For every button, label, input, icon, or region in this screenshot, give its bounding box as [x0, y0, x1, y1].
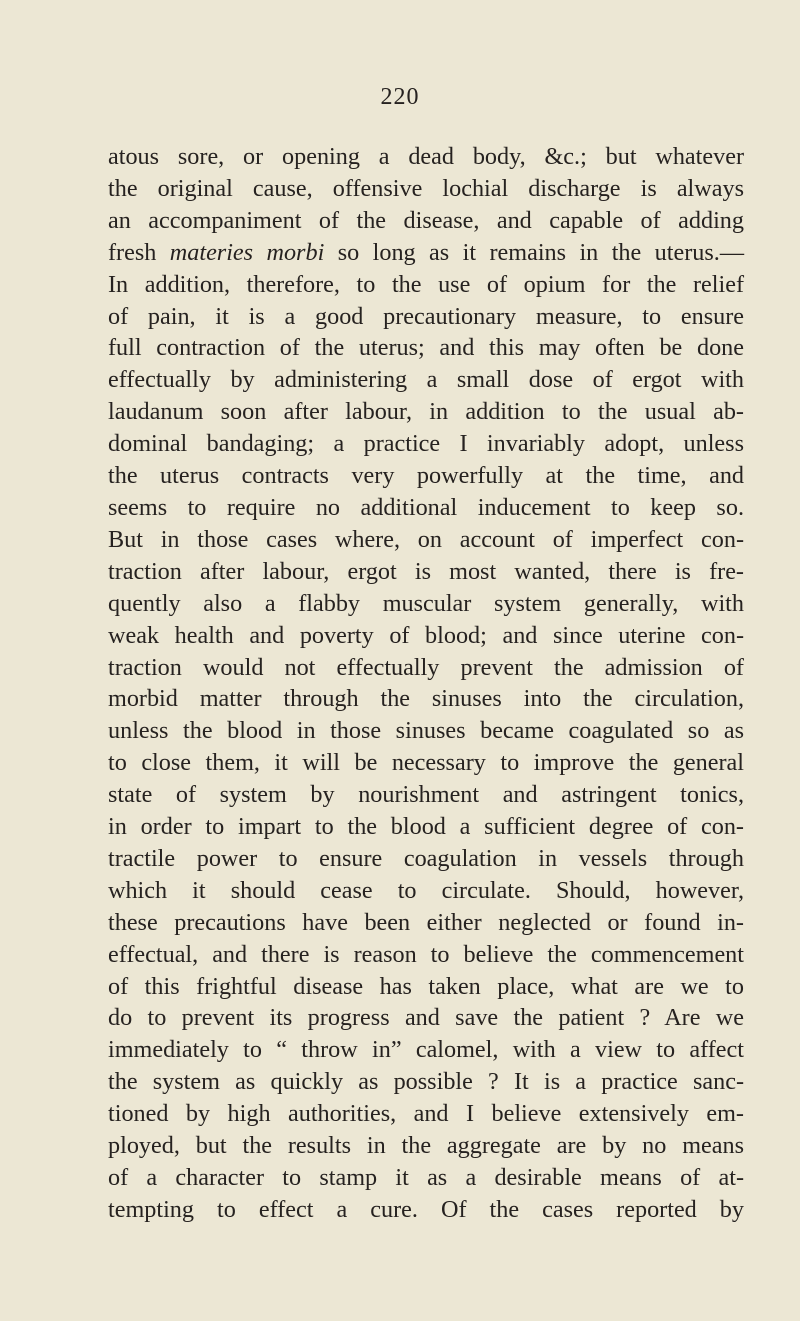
text-line: state of system by nourishment and astringent tonics, [108, 781, 744, 809]
text-line: quently also a flabby muscular system generally, with [108, 589, 744, 617]
body-text [108, 141, 744, 1226]
page-number: 220 [380, 84, 420, 110]
text-line: effectual, and there is reason to believe the commencement [108, 940, 744, 968]
text-line: of this frightful disease has taken place, what are we to [108, 972, 744, 1000]
text-line: which it should cease to circulate. Should, however, [108, 876, 744, 904]
text-line: morbid matter through the sinuses into the circulation, [108, 685, 744, 713]
text-line: of pain, it is a good precautionary measure, to ensure [108, 302, 744, 330]
text-line: In addition, therefore, to the use of opium for the relief [108, 270, 744, 298]
text-line: laudanum soon after labour, in addition to the usual ab- [108, 398, 744, 426]
text-line: dominal bandaging; a practice I invariably adopt, unless [108, 430, 744, 458]
text-line: the uterus contracts very powerfully at the time, and [108, 462, 744, 490]
text-line: the system as quickly as possible ? It is a practice sanc- [108, 1068, 744, 1096]
text-line: traction after labour, ergot is most wanted, there is fre- [108, 557, 744, 585]
text-line: ployed, but the results in the aggregate are by no means [108, 1132, 744, 1160]
text-line: immediately to “ throw in” calomel, with a view to affect [108, 1036, 744, 1064]
text-line: effectually by administering a small dose of ergot with [108, 366, 744, 394]
text-line: to close them, it will be necessary to improve the general [108, 749, 744, 777]
text-line: tractile power to ensure coagulation in vessels through [108, 844, 744, 872]
text-line: in order to impart to the blood a sufficient degree of con- [108, 813, 744, 841]
text-line: do to prevent its progress and save the patient ? Are we [108, 1004, 744, 1032]
text-line: tioned by high authorities, and I believe extensively em- [108, 1100, 744, 1128]
text-line: traction would not effectually prevent the admission of [108, 653, 744, 681]
text-line: the original cause, offensive lochial discharge is always [108, 174, 744, 202]
text-line: seems to require no additional inducement to keep so. [108, 493, 744, 521]
text-line: fresh materies morbi so long as it remains in the uterus.— [108, 238, 745, 266]
italic-phrase: materies morbi [169, 238, 325, 266]
text-line: weak health and poverty of blood; and since uterine con- [108, 621, 744, 649]
text-line: atous sore, or opening a dead body, &c.; but whatever [108, 143, 744, 170]
text-line: these precautions have been either neglected or found in- [108, 908, 744, 936]
text-line: an accompaniment of the disease, and capable of adding [108, 206, 744, 234]
text-line: full contraction of the uterus; and this may often be done [108, 334, 744, 362]
text-line: But in those cases where, on account of imperfect con- [108, 525, 744, 553]
text-line: of a character to stamp it as a desirable means of at- [108, 1164, 744, 1191]
text-line: unless the blood in those sinuses became coagulated so as [108, 717, 744, 745]
text-line: tempting to effect a cure. Of the cases reported by [108, 1195, 744, 1223]
